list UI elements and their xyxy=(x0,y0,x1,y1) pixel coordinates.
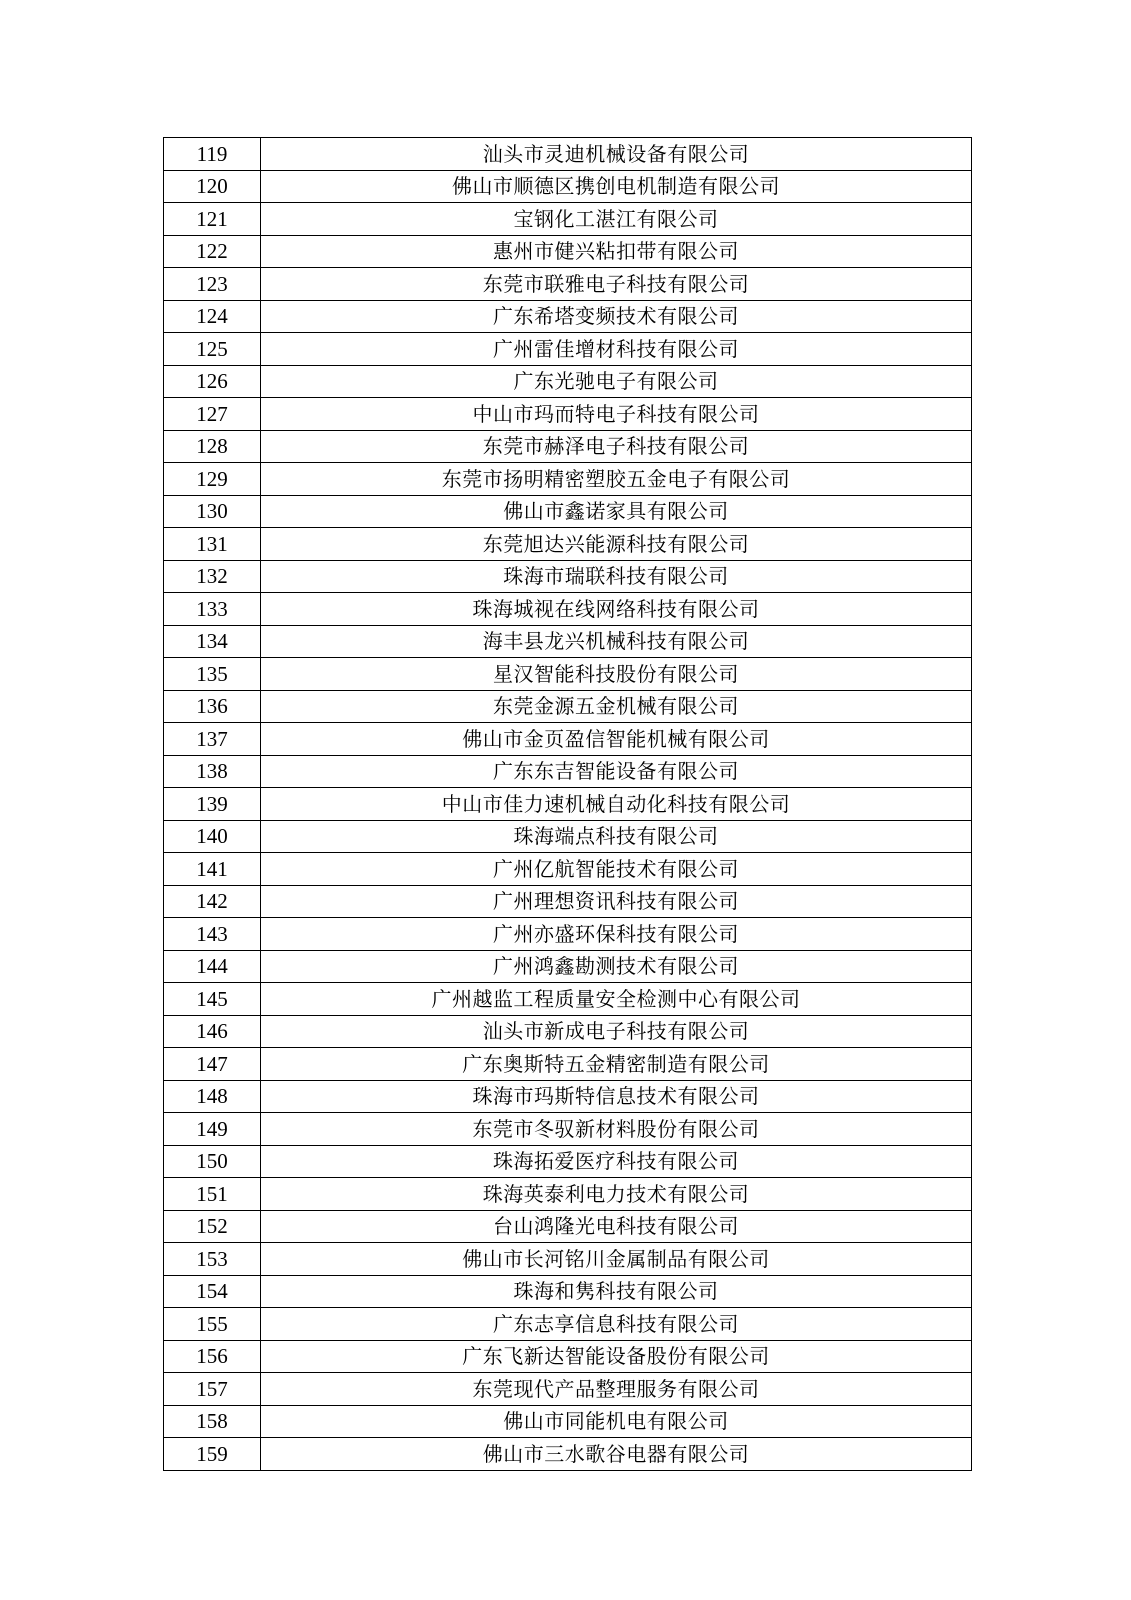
company-name-cell: 佛山市鑫诺家具有限公司 xyxy=(261,495,972,528)
company-name-cell: 汕头市新成电子科技有限公司 xyxy=(261,1015,972,1048)
company-name-cell: 广州越监工程质量安全检测中心有限公司 xyxy=(261,983,972,1016)
row-number-cell: 128 xyxy=(164,430,261,463)
row-number-cell: 146 xyxy=(164,1015,261,1048)
table-row xyxy=(164,690,972,723)
row-number-cell: 132 xyxy=(164,560,261,593)
row-number-cell: 143 xyxy=(164,918,261,951)
row-number-cell: 131 xyxy=(164,528,261,561)
row-number-cell: 135 xyxy=(164,658,261,691)
company-name-cell: 广东东吉智能设备有限公司 xyxy=(261,755,972,788)
company-name-cell: 台山鸿隆光电科技有限公司 xyxy=(261,1210,972,1243)
table-row xyxy=(164,755,972,788)
table-row xyxy=(164,1178,972,1211)
row-number-cell: 122 xyxy=(164,235,261,268)
company-name-cell: 广东光驰电子有限公司 xyxy=(261,365,972,398)
table-row xyxy=(164,528,972,561)
table-row xyxy=(164,1275,972,1308)
table-row xyxy=(164,885,972,918)
row-number-cell: 134 xyxy=(164,625,261,658)
row-number-cell: 123 xyxy=(164,268,261,301)
row-number-cell: 158 xyxy=(164,1405,261,1438)
table-row xyxy=(164,170,972,203)
table-row xyxy=(164,560,972,593)
row-number-cell: 130 xyxy=(164,495,261,528)
company-name-cell: 星汉智能科技股份有限公司 xyxy=(261,658,972,691)
row-number-cell: 153 xyxy=(164,1243,261,1276)
row-number-cell: 137 xyxy=(164,723,261,756)
row-number-cell: 127 xyxy=(164,398,261,431)
company-name-cell: 广东飞新达智能设备股份有限公司 xyxy=(261,1340,972,1373)
table-row xyxy=(164,853,972,886)
table-row xyxy=(164,1113,972,1146)
table-row xyxy=(164,820,972,853)
row-number-cell: 133 xyxy=(164,593,261,626)
company-name-cell: 珠海市瑞联科技有限公司 xyxy=(261,560,972,593)
company-name-cell: 中山市佳力速机械自动化科技有限公司 xyxy=(261,788,972,821)
company-name-cell: 广州亦盛环保科技有限公司 xyxy=(261,918,972,951)
company-name-cell: 广东希塔变频技术有限公司 xyxy=(261,300,972,333)
row-number-cell: 148 xyxy=(164,1080,261,1113)
company-name-cell: 佛山市长河铭川金属制品有限公司 xyxy=(261,1243,972,1276)
row-number-cell: 151 xyxy=(164,1178,261,1211)
table-row xyxy=(164,950,972,983)
table-row xyxy=(164,1308,972,1341)
table-row xyxy=(164,1210,972,1243)
company-name-cell: 佛山市同能机电有限公司 xyxy=(261,1405,972,1438)
table-row xyxy=(164,300,972,333)
company-name-cell: 广州理想资讯科技有限公司 xyxy=(261,885,972,918)
table-row xyxy=(164,1243,972,1276)
company-name-cell: 珠海和隽科技有限公司 xyxy=(261,1275,972,1308)
company-name-cell: 佛山市金页盈信智能机械有限公司 xyxy=(261,723,972,756)
company-name-cell: 东莞市赫泽电子科技有限公司 xyxy=(261,430,972,463)
company-name-cell: 东莞市冬驭新材料股份有限公司 xyxy=(261,1113,972,1146)
row-number-cell: 152 xyxy=(164,1210,261,1243)
row-number-cell: 154 xyxy=(164,1275,261,1308)
table-row xyxy=(164,1438,972,1471)
row-number-cell: 157 xyxy=(164,1373,261,1406)
table-row xyxy=(164,1015,972,1048)
company-list-body xyxy=(164,138,972,1471)
row-number-cell: 150 xyxy=(164,1145,261,1178)
table-row xyxy=(164,333,972,366)
company-name-cell: 东莞市联雅电子科技有限公司 xyxy=(261,268,972,301)
company-name-cell: 广东奥斯特五金精密制造有限公司 xyxy=(261,1048,972,1081)
company-name-cell: 汕头市灵迪机械设备有限公司 xyxy=(261,138,972,171)
company-name-cell: 广州鸿鑫勘测技术有限公司 xyxy=(261,950,972,983)
row-number-cell: 141 xyxy=(164,853,261,886)
row-number-cell: 124 xyxy=(164,300,261,333)
table-row xyxy=(164,593,972,626)
table-row xyxy=(164,463,972,496)
table-row xyxy=(164,203,972,236)
company-name-cell: 珠海市玛斯特信息技术有限公司 xyxy=(261,1080,972,1113)
company-name-cell: 广东志享信息科技有限公司 xyxy=(261,1308,972,1341)
table-row xyxy=(164,365,972,398)
table-row xyxy=(164,398,972,431)
row-number-cell: 156 xyxy=(164,1340,261,1373)
company-name-cell: 东莞市扬明精密塑胶五金电子有限公司 xyxy=(261,463,972,496)
table-row xyxy=(164,235,972,268)
company-name-cell: 佛山市顺德区携创电机制造有限公司 xyxy=(261,170,972,203)
row-number-cell: 138 xyxy=(164,755,261,788)
table-row xyxy=(164,1145,972,1178)
company-name-cell: 珠海城视在线网络科技有限公司 xyxy=(261,593,972,626)
company-name-cell: 珠海端点科技有限公司 xyxy=(261,820,972,853)
row-number-cell: 126 xyxy=(164,365,261,398)
table-row xyxy=(164,918,972,951)
table-row xyxy=(164,723,972,756)
company-name-cell: 中山市玛而特电子科技有限公司 xyxy=(261,398,972,431)
row-number-cell: 120 xyxy=(164,170,261,203)
row-number-cell: 145 xyxy=(164,983,261,1016)
table-row xyxy=(164,788,972,821)
row-number-cell: 119 xyxy=(164,138,261,171)
row-number-cell: 139 xyxy=(164,788,261,821)
company-name-cell: 珠海英泰利电力技术有限公司 xyxy=(261,1178,972,1211)
company-name-cell: 东莞金源五金机械有限公司 xyxy=(261,690,972,723)
company-name-cell: 海丰县龙兴机械科技有限公司 xyxy=(261,625,972,658)
row-number-cell: 136 xyxy=(164,690,261,723)
row-number-cell: 140 xyxy=(164,820,261,853)
company-list-table xyxy=(163,137,972,1471)
company-name-cell: 东莞旭达兴能源科技有限公司 xyxy=(261,528,972,561)
company-name-cell: 广州雷佳增材科技有限公司 xyxy=(261,333,972,366)
table-row xyxy=(164,1405,972,1438)
table-row xyxy=(164,138,972,171)
company-name-cell: 宝钢化工湛江有限公司 xyxy=(261,203,972,236)
row-number-cell: 149 xyxy=(164,1113,261,1146)
row-number-cell: 125 xyxy=(164,333,261,366)
table-row xyxy=(164,430,972,463)
table-row xyxy=(164,1080,972,1113)
row-number-cell: 155 xyxy=(164,1308,261,1341)
table-row xyxy=(164,1373,972,1406)
table-row xyxy=(164,983,972,1016)
company-name-cell: 东莞现代产品整理服务有限公司 xyxy=(261,1373,972,1406)
row-number-cell: 144 xyxy=(164,950,261,983)
row-number-cell: 159 xyxy=(164,1438,261,1471)
table-row xyxy=(164,495,972,528)
table-row xyxy=(164,658,972,691)
row-number-cell: 142 xyxy=(164,885,261,918)
row-number-cell: 147 xyxy=(164,1048,261,1081)
company-name-cell: 珠海拓爱医疗科技有限公司 xyxy=(261,1145,972,1178)
company-name-cell: 广州亿航智能技术有限公司 xyxy=(261,853,972,886)
table-row xyxy=(164,625,972,658)
company-name-cell: 惠州市健兴粘扣带有限公司 xyxy=(261,235,972,268)
row-number-cell: 121 xyxy=(164,203,261,236)
row-number-cell: 129 xyxy=(164,463,261,496)
table-row xyxy=(164,268,972,301)
table-row xyxy=(164,1340,972,1373)
company-name-cell: 佛山市三水歌谷电器有限公司 xyxy=(261,1438,972,1471)
table-row xyxy=(164,1048,972,1081)
